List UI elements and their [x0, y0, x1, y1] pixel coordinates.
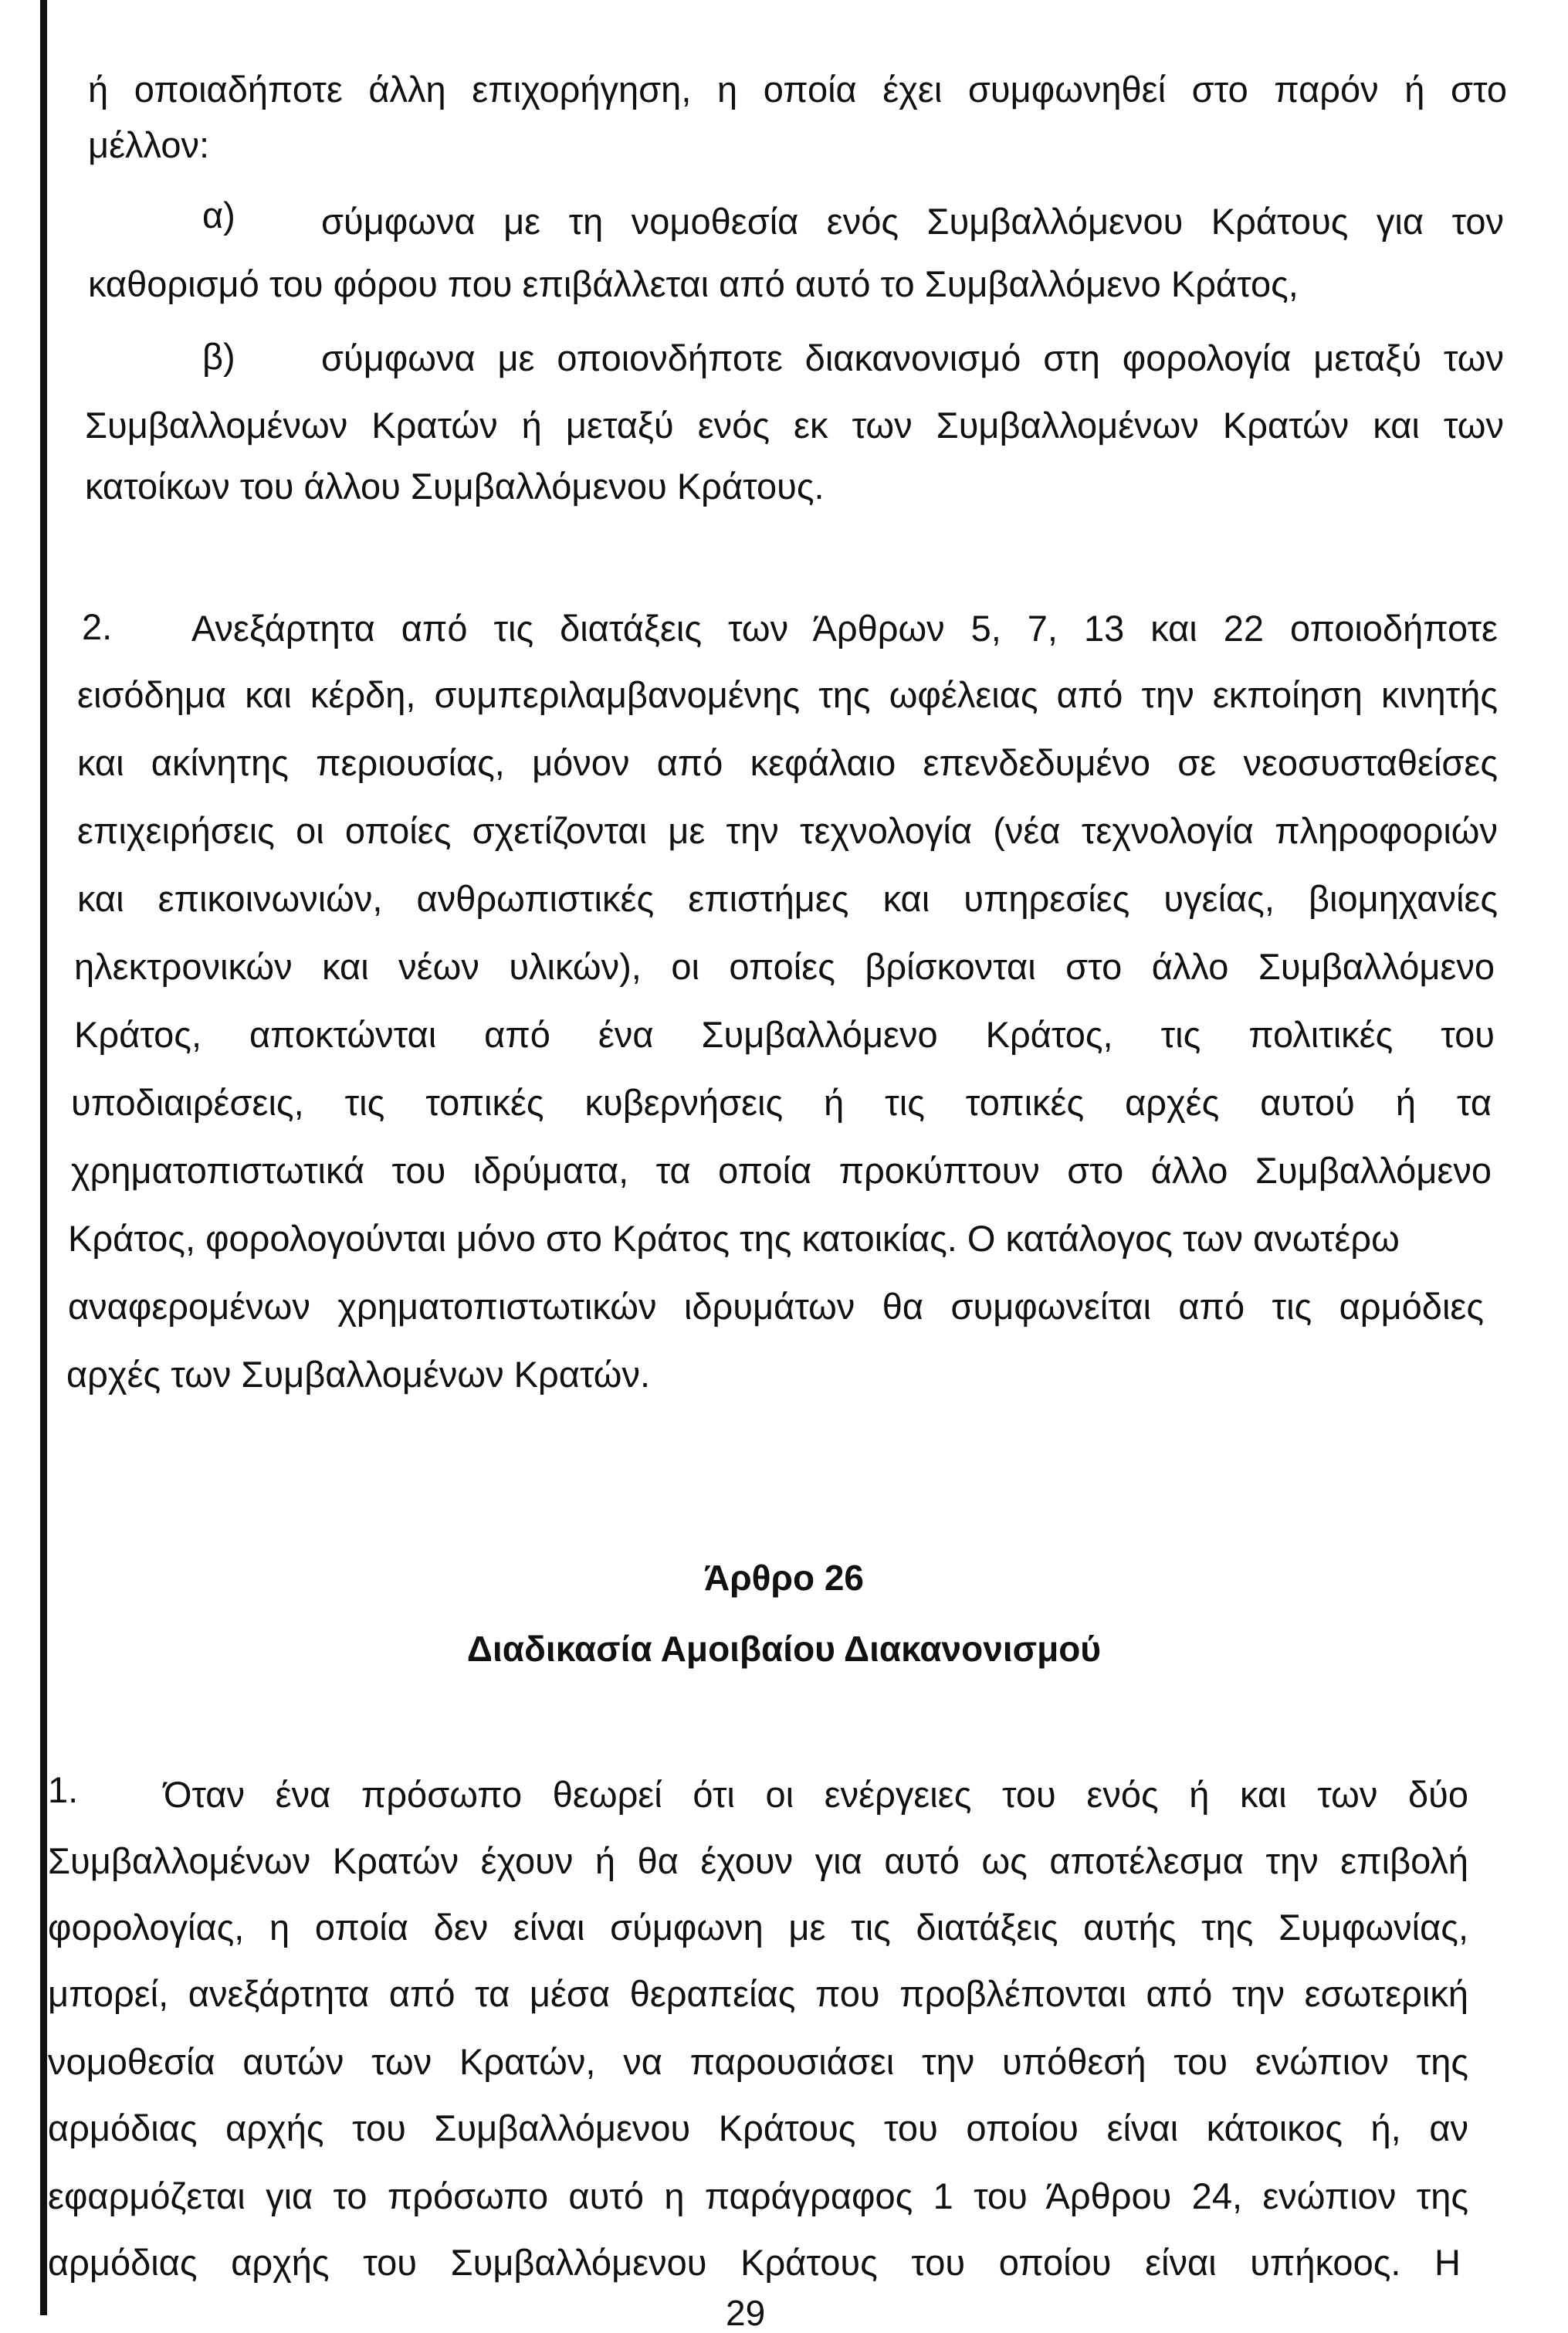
- article-title: Άρθρο 26: [703, 1558, 865, 1598]
- text-line: επιχειρήσεις οι οποίες σχετίζονται με την τεχνολογία (νέα τεχνολογία πληροφοριών: [77, 810, 1498, 851]
- text-line: Συμβαλλομένων Κρατών ή μεταξύ ενός εκ των Συμβαλλομένων Κρατών και των: [85, 405, 1504, 446]
- text-line: αναφερομένων χρηματοπιστωτικών ιδρυμάτων θα συμφωνείται από τις αρμόδιες: [68, 1286, 1484, 1327]
- text-line: φορολογίας, η οποία δεν είναι σύμφωνη με τις διατάξεις αυτής της Συμφωνίας,: [48, 1907, 1468, 1948]
- text-line: Ανεξάρτητα από τις διατάξεις των Άρθρων 5, 7, 13 και 22 οποιοδήποτε: [191, 608, 1498, 649]
- page-number: 29: [726, 2293, 766, 2333]
- clause-number: 1.: [48, 1769, 79, 1810]
- text-line: ή οποιαδήποτε άλλη επιχορήγηση, η οποία έχει συμφωνηθεί στο παρόν ή στο: [88, 69, 1507, 110]
- text-line: αρμόδιας αρχής του Συμβαλλόμενου Κράτους του οποίου είναι κάτοικος ή, αν: [48, 2107, 1468, 2148]
- text-line: υποδιαιρέσεις, τις τοπικές κυβερνήσεις ή τις τοπικές αρχές αυτού ή τα: [71, 1082, 1492, 1123]
- text-line: χρηματοπιστωτικά του ιδρύματα, τα οποία προκύπτουν στο άλλο Συμβαλλόμενο: [71, 1150, 1492, 1191]
- text-line: μέλλον:: [88, 124, 210, 165]
- text-line: και επικοινωνιών, ανθρωπιστικές επιστήμες και υπηρεσίες υγείας, βιομηχανίες: [77, 878, 1498, 919]
- item-marker-b: β): [202, 336, 235, 377]
- text-line: Κράτος, φορολογούνται μόνο στο Κράτος της κατοικίας. Ο κατάλογος των ανωτέρω: [68, 1218, 1400, 1259]
- text-line: σύμφωνα με οποιονδήποτε διακανονισμό στη φορολογία μεταξύ των: [321, 337, 1504, 378]
- text-line: καθορισμό του φόρου που επιβάλλεται από αυτό το Συμβαλλόμενο Κράτος,: [88, 263, 1299, 304]
- text-line: ηλεκτρονικών και νέων υλικών), οι οποίες βρίσκονται στο άλλο Συμβαλλόμενο: [74, 946, 1495, 987]
- text-line: αρμόδιας αρχής του Συμβαλλόμενου Κράτους του οποίου είναι υπήκοος. Η: [48, 2242, 1461, 2283]
- text-line: αρχές των Συμβαλλομένων Κρατών.: [66, 1354, 651, 1395]
- text-line: εφαρμόζεται για το πρόσωπο αυτό η παράγραφος 1 του Άρθρου 24, ενώπιον της: [48, 2175, 1468, 2216]
- article-subtitle: Διαδικασία Αμοιβαίου Διακανονισμού: [466, 1629, 1102, 1669]
- clause-number: 2.: [82, 606, 113, 647]
- text-line: εισόδημα και κέρδη, συμπεριλαμβανομένης της ωφέλειας από την εκποίηση κινητής: [77, 674, 1498, 715]
- text-line: σύμφωνα με τη νομοθεσία ενός Συμβαλλόμενου Κράτους για τον: [321, 201, 1504, 242]
- text-line: κατοίκων του άλλου Συμβαλλόμενου Κράτους.: [85, 466, 825, 507]
- item-marker-a: α): [202, 195, 235, 236]
- text-line: μπορεί, ανεξάρτητα από τα μέσα θεραπείας που προβλέπονται από την εσωτερική: [48, 1973, 1468, 2014]
- text-line: και ακίνητης περιουσίας, μόνον από κεφάλαιο επενδεδυμένο σε νεοσυσταθείσες: [77, 742, 1498, 783]
- text-line: Όταν ένα πρόσωπο θεωρεί ότι οι ενέργειες του ενός ή και των δύο: [164, 1774, 1468, 1815]
- text-line: Κράτος, αποκτώνται από ένα Συμβαλλόμενο Κράτος, τις πολιτικές του: [74, 1014, 1495, 1055]
- text-line: Συμβαλλομένων Κρατών έχουν ή θα έχουν για αυτό ως αποτέλεσμα την επιβολή: [48, 1840, 1468, 1881]
- text-line: νομοθεσία αυτών των Κρατών, να παρουσιάσει την υπόθεσή του ενώπιον της: [48, 2041, 1468, 2082]
